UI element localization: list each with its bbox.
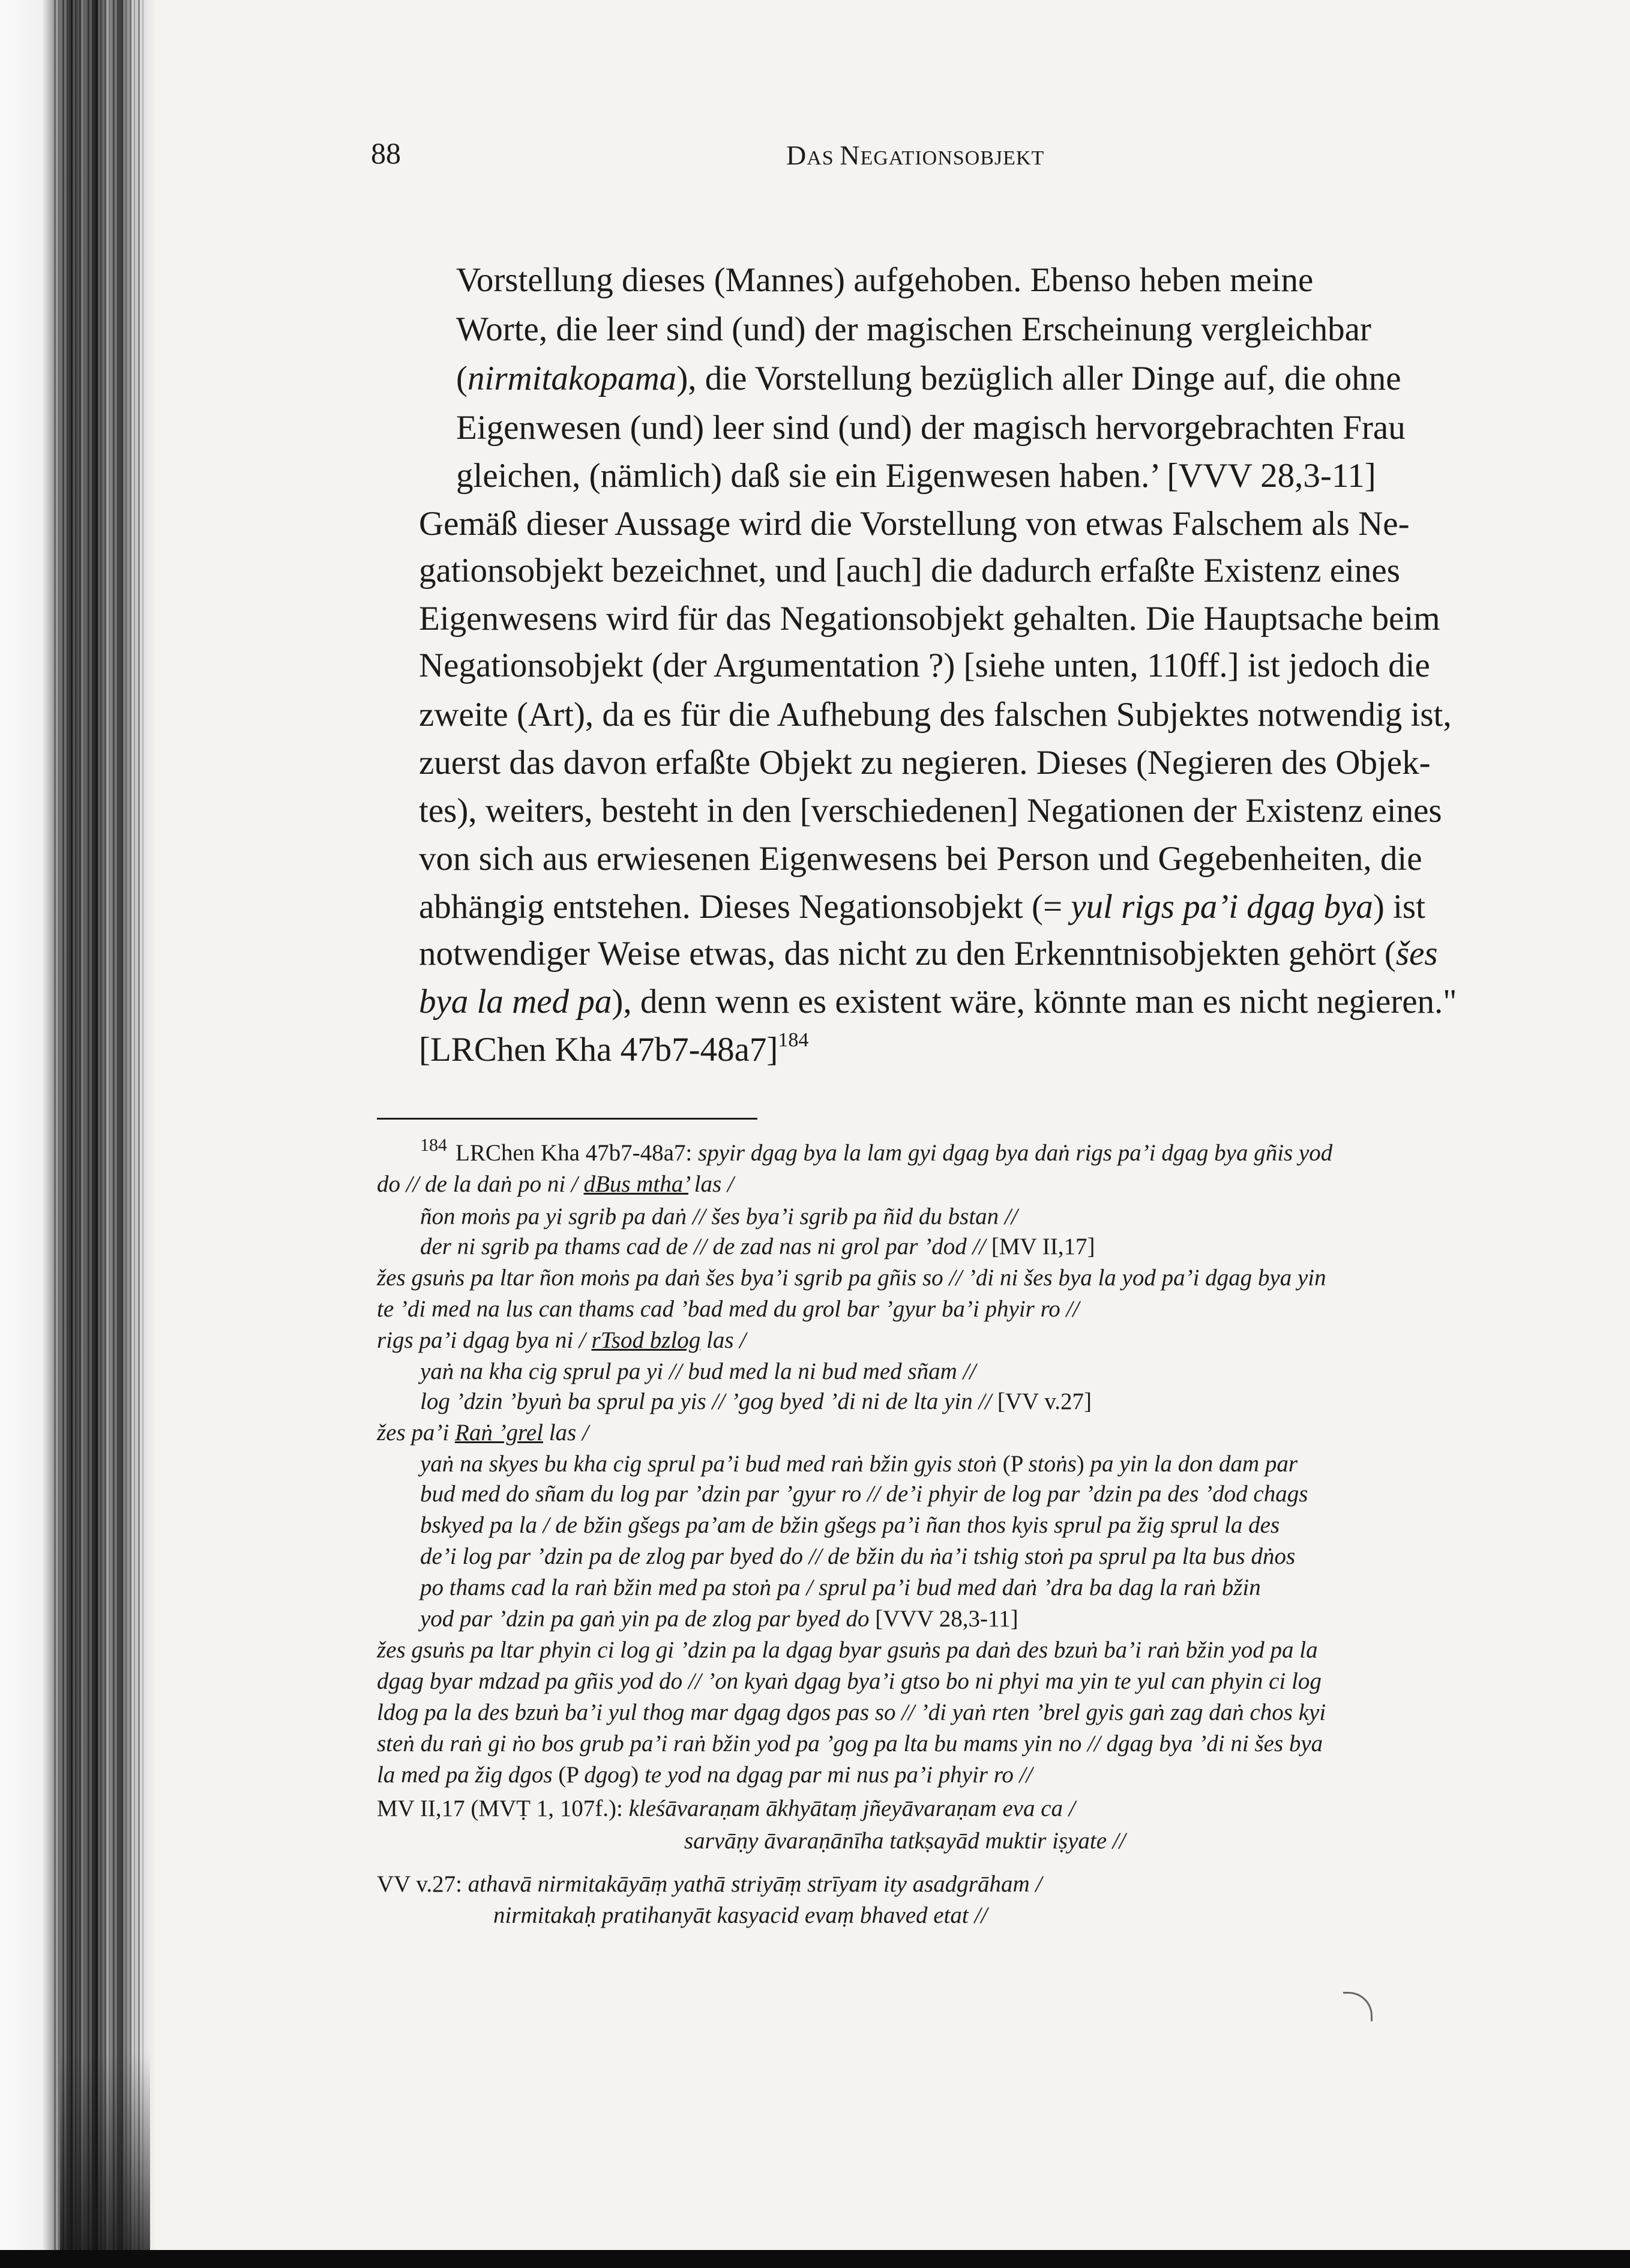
footnote-line: dgag byar mdzad pa gñis yod do // ’on kyaṅ dgag bya’i gtso bo ni phyi ma yin te yul can phyin ci log	[377, 1668, 1322, 1694]
footnote-line: der ni sgrib pa thams cad de // de zad nas ni grol par ’dod // [MV II,17]	[420, 1234, 1095, 1259]
footnote-line: po thams cad la raṅ bžin med pa stoṅ pa / sprul pa’i bud med daṅ ’dra ba dag la raṅ bžin	[420, 1575, 1261, 1600]
footnote-line: nirmitakaḥ pratihanyāt kasyacid evaṃ bhaved etat //	[493, 1902, 988, 1928]
footnote-line: MV II,17 (MVṬ 1, 107f.): kleśāvaraṇam ākhyātaṃ jñeyāvaraṇam eva ca /	[377, 1796, 1075, 1821]
body-line: zweite (Art), da es für die Aufhebung des falschen Subjektes notwendig ist,	[419, 696, 1452, 734]
footnote-line: $^{184}$ LRChen Kha 47b7-48a7: spyir dgag bya la lam gyi dgag bya daṅ rigs pa’i dgag bya gñis yod	[420, 1135, 1333, 1166]
quote-line: gleichen, (nämlich) daß sie ein Eigenwesen haben.’ [VVV 28,3-11]	[456, 457, 1376, 495]
footnote-line: bskyed pa la / de bžin gšegs pa’am de bžin gšegs pa’i ñan thos kyis sprul pa žig sprul la des	[420, 1512, 1280, 1538]
body-line: von sich aus erwiesenen Eigenwesens bei Person und Gegebenheiten, die	[419, 840, 1422, 878]
footnote-line: ñon moṅs pa yi sgrib pa daṅ // šes bya’i sgrib pa ñid du bstan //	[420, 1204, 1018, 1229]
footnote-line: steṅ du raṅ gi ṅo bos grub pa’i raṅ bžin yod pa ’gog pa lta bu mams yin no // dgag bya ’di ni šes bya	[377, 1731, 1323, 1757]
quote-line: Eigenwesen (und) leer sind (und) der magisch hervorgebrachten Frau	[456, 409, 1406, 447]
footnote-line: log ’dzin ’byuṅ ba sprul pa yis // ’gog byed ’di ni de lta yin // [VV v.27]	[420, 1389, 1092, 1414]
body-line: [LRChen Kha 47b7-48a7]$^{184}$	[419, 1029, 809, 1069]
quote-line: Vorstellung dieses (Mannes) aufgehoben. Ebenso heben meine	[456, 261, 1314, 299]
footnote-line: yod par ’dzin pa gaṅ yin pa de zlog par byed do [VVV 28,3-11]	[420, 1606, 1018, 1632]
footnote-line: de’i log par ’dzin pa de zlog par byed do // de bžin du ṅa’i tshig stoṅ pa sprul pa lta bus dṅos	[420, 1543, 1296, 1569]
footnote-line: ldog pa la des bzuṅ ba’i yul thog mar dgag dgos pas so // ’di yaṅ rten ’brel gyis gaṅ zag daṅ chos kyi	[377, 1699, 1326, 1725]
footnote-reference[interactable]: 184	[778, 1029, 809, 1051]
body-line: zuerst das davon erfaßte Objekt zu negieren. Dieses (Negieren des Objek-	[419, 744, 1431, 782]
footnote-line: bud med do sñam du log par ’dzin par ’gyur ro // de’i phyir de log par ’dzin pa des ’dod chags	[420, 1481, 1308, 1507]
body-line: tes), weiters, besteht in den [verschiedenen] Negationen der Existenz eines	[419, 792, 1442, 830]
footnote-line: te ’di med na lus can thams cad ’bad med du grol bar ’gyur ba’i phyir ro //	[377, 1296, 1080, 1322]
book-binding-shadow	[0, 0, 156, 2268]
footnote-line: VV v.27: athavā nirmitakāyāṃ yathā striyāṃ strīyam ity asadgrāham /	[377, 1871, 1042, 1897]
footnote-line: do // de la daṅ po ni / dBus mtha’ las /	[377, 1171, 734, 1197]
body-line: notwendiger Weise etwas, das nicht zu den Erkenntnisobjekten gehört (šes	[419, 935, 1438, 973]
body-line: abhängig entstehen. Dieses Negationsobjekt (= yul rigs pa’i dgag bya) ist	[419, 888, 1425, 926]
footnote-line: sarvāṇy āvaraṇānīha tatkṣayād muktir iṣyate //	[684, 1828, 1126, 1854]
footnote-line: žes pa’i Raṅ ’grel las /	[377, 1420, 589, 1446]
footnote-number: 184	[420, 1135, 447, 1155]
binding-bottom-shadow	[60, 2053, 150, 2268]
footnote-separator	[377, 1118, 757, 1120]
footnote-line: yaṅ na skyes bu kha cig sprul pa’i bud med raṅ bžin gyis stoṅ (P stoṅs) pa yin la don dam par	[420, 1451, 1298, 1477]
footnote-line: yaṅ na kha cig sprul pa yi // bud med la ni bud med sñam //	[420, 1359, 976, 1384]
page-number: 88	[371, 136, 401, 170]
footnote-line: žes gsuṅs pa ltar ñon moṅs pa daṅ šes bya’i sgrib pa gñis so // ’di ni šes bya la yod pa’i dgag bya yin	[377, 1265, 1326, 1291]
body-line: Negationsobjekt (der Argumentation ?) [siehe unten, 110ff.] ist jedoch die	[419, 647, 1430, 684]
body-line: Eigenwesens wird für das Negationsobjekt gehalten. Die Hauptsache beim	[419, 600, 1440, 638]
pencil-mark	[1343, 1992, 1373, 2021]
quote-line: Worte, die leer sind (und) der magischen Erscheinung vergleichbar	[456, 310, 1371, 348]
footnote-line: la med pa žig dgos (P dgog) te yod na dgag par mi nus pa’i phyir ro //	[377, 1762, 1033, 1788]
scan-bottom-edge	[0, 2250, 1630, 2268]
footnote-line: rigs pa’i dgag bya ni / rTsod bzlog las /	[377, 1327, 747, 1353]
footnote-line: žes gsuṅs pa ltar phyin ci log gi ’dzin pa la dgag byar gsuṅs pa daṅ des bzuṅ ba’i raṅ bžin yod pa la	[377, 1637, 1318, 1663]
body-line: gationsobjekt bezeichnet, und [auch] die dadurch erfaßte Existenz eines	[419, 552, 1400, 590]
body-line: Gemäß dieser Aussage wird die Vorstellung von etwas Falschem als Ne-	[419, 505, 1410, 543]
quote-line: (nirmitakopama), die Vorstellung bezüglich aller Dinge auf, die ohne	[456, 360, 1401, 397]
body-line: bya la med pa), denn wenn es existent wäre, könnte man es nicht negieren."	[419, 983, 1457, 1021]
running-head: DAS NEGATIONSOBJEKT	[786, 140, 1045, 170]
